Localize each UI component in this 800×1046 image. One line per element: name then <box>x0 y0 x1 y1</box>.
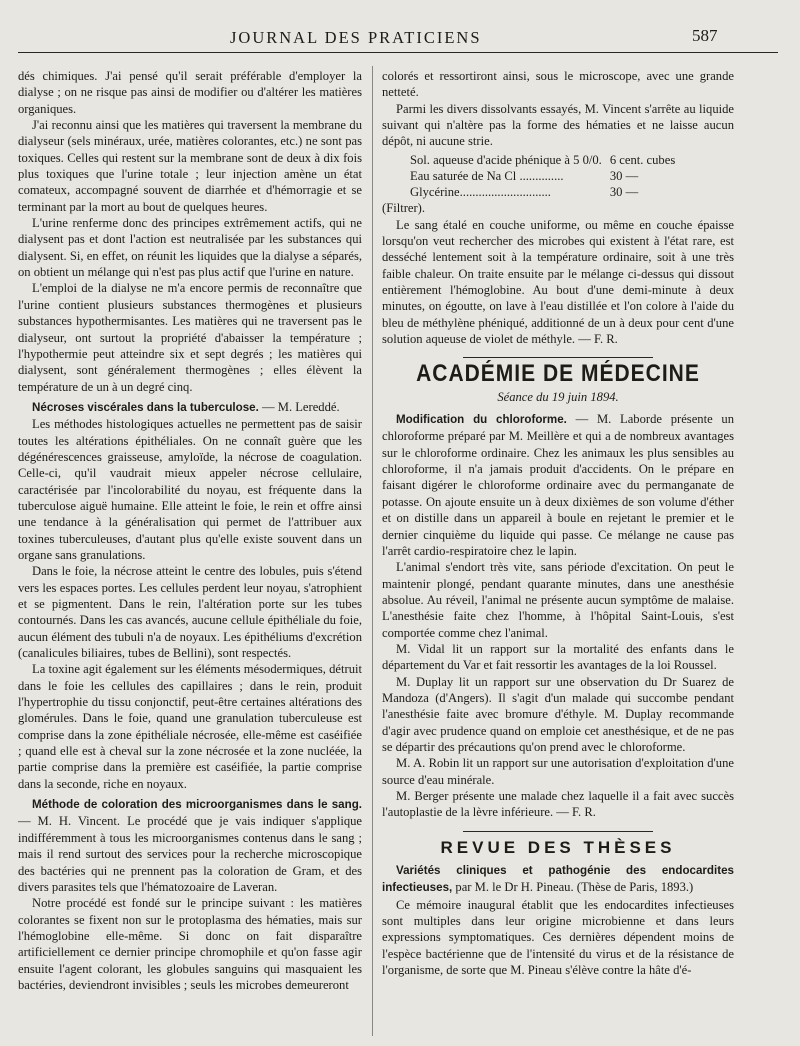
column-divider <box>372 66 373 1036</box>
paragraph-text: Le procédé que je vais indiquer s'applique indifféremment à tous les microorganismes contenus dans le sang ; mais il rend surtout des services pour la recherche microscopique des bactéries qui ne prennent pas la coloration de Gram, et des divers parasites tels que l'hématozoaire de Laveran. <box>18 814 362 894</box>
filter-note: (Filtrer). <box>382 201 426 216</box>
formula-ingredient: Glycérine............................. <box>410 185 551 200</box>
paragraph: L'urine renferme donc des principes extrêmement actifs, qui ne dialysent pas et dont l'action est neutralisée par les substances qui dialysent. Si, en effet, on réunit les liquides que la dialyse a séparés, on obtient un mélange qui n'est pas plus actif que l'urine en nature. <box>18 216 362 280</box>
right-column <box>382 68 734 978</box>
paragraph: M. A. Robin lit un rapport sur une autorisation d'exploitation d'une source d'eau minérale. <box>382 756 734 787</box>
section-rule <box>463 357 653 358</box>
paragraph: Ce mémoire inaugural établit que les endocardites infectieuses sont multiples dans leur origine microbienne et dans leurs expressions symptomatiques. Ces dernières dépendent moins de l'espèce bactérienne que de l'intensité du virus et de la résistance de l'organisme, de sorte que M. Pineau s'élève contre la hâte d'é- <box>382 897 734 978</box>
paragraph: M. Vidal lit un rapport sur la mortalité des enfants dans le département du Var et fait ressortir les avantages de la loi Roussel. <box>382 641 734 673</box>
formula-row <box>406 168 679 184</box>
paragraph: M. Duplay lit un rapport sur une observation du Dr Suarez de Mandoza (d'Angers). Il s'agit d'un malade qui succombe pendant l'anesthésie faite avec bromure d'éthyle. M. Duplay recommande d'agir avec prudence quand on emploie cet anesthésique, et de ne pas se départir des précautions qu'on prend avec le chloroforme. <box>382 674 734 754</box>
revue-section-heading <box>382 831 734 856</box>
article-title: Variétés cliniques et pathogénie des endocardites infectieuses, <box>382 864 734 895</box>
section-rule <box>463 831 653 832</box>
paragraph: Dans le foie, la nécrose atteint le centre des lobules, puis s'étend vers les espaces portes. Les cellules perdent leur noyau, s'atrophient et se pigmentent. Dans le rein, l'altération porte sur les tubes contournés. Dans les cas avancés, aucune cellule épithéliale du foie, aucun élément des tubuli n'a de noyaux. Les épithéliums d'excrétion (canalicules biliaires, tubes de Bellini), sont respectés. <box>18 564 362 661</box>
formula-row <box>406 152 679 168</box>
paragraph-text: présente un chloroforme préparé par M. Meillère et qui a de nombreux avantages sur le chloroforme ordinaire. Chez les animaux les plus sensibles au chloroforme, il n'a jamais produit d'accidents. On le prépare en faisant digérer le chloroforme ordinaire avec du permanganate de potasse. On ajoute ensuite un à deux dixièmes de son volume d'éther et on distille dans un appareil à boule en rejetant le premier et le dernier cinquième du liquide qui passe. Ce mélange ne cause pas l'arrêt cardio-respiratoire chez le lapin. <box>382 412 734 558</box>
paragraph: La toxine agit également sur les éléments mésodermiques, détruit dans le foie les cellules des capillaires ; dans le rein, produit l'hypertrophie du tissu conjonctif, peut-être certaines altérations des glomérules. Dans le foie, quand une granulation tuberculeuse est comprise dans la zone épithéliale nécrosée, elle-même est caséifiée ; quand elle est à cheval sur la zone nécrosée et la zone nucléée, la partie comprise dans la première est caséifiée, la partie comprise dans la seconde, riche en noyaux. <box>18 662 362 791</box>
article-author: — M. Lereddé. <box>262 399 340 414</box>
paragraph: dés chimiques. J'ai pensé qu'il serait préférable d'employer la dialyse ; on ne risque pas ainsi de modifier ou d'altérer les matières organiques. <box>18 69 362 116</box>
paragraph: Les méthodes histologiques actuelles ne permettent pas de saisir toutes les altérations épithéliales. On ne connaît guère que les dégénérescences graisseuse, amyloïde, la nécrose de coagulation. Celle-ci, qu'il vaudrait mieux appeler nécrose cellulaire, caractérisée par l'incolorabilité du noyau, est fréquente dans la tuberculose aiguë humaine. Elle atteint le foie, le rein et offre ainsi une tendance à la généralisation qui permet de l'attribuer aux toxines tuberculeuses, d'autant plus qu'elle existe souvent dans un organe sans granulations. <box>18 417 362 562</box>
left-column <box>18 68 362 993</box>
article-heading-modification <box>382 411 734 559</box>
formula-row <box>406 184 679 200</box>
paragraph: colorés et ressortiront ainsi, sous le microscope, avec une grande netteté. <box>382 69 734 100</box>
page-number: 587 <box>692 26 718 45</box>
article-heading-varietes <box>382 862 734 897</box>
article-title: Méthode de coloration des microorganismes dans le sang. <box>32 798 362 812</box>
paragraph: Notre procédé est fondé sur le principe suivant : les matières colorantes se fixent non sur le protoplasma des hématies, mais sur l'hémoglobine elle-même. Si donc on fait disparaître artificiellement ce dernier principe chromophile et qu'on fasse agir ensuite l'agent colorant, les globules sanguins qui masquaient les bactéries, deviendront invisibles ; seuls les microbes demeureront <box>18 896 362 992</box>
academie-section-heading <box>382 357 734 388</box>
paragraph: L'animal s'endort très vite, sans période d'excitation. On peut le maintenir plongé, pendant quarante minutes, dans une anesthésie absolue. Au réveil, l'animal ne présente aucun symptôme de malaise. L'anesthésie faite chez l'homme, à l'hôpital Saint-Louis, s'est comportée comme chez l'animal. <box>382 560 734 640</box>
formula-table <box>406 152 679 201</box>
page-header <box>0 22 800 52</box>
formula-quantity: 30 — <box>609 185 639 200</box>
paragraph: Le sang étalé en couche uniforme, ou même en couche épaisse lorsqu'on veut rechercher des microbes qui existent à l'état rare, est desséché lentement soit à la température ordinaire, soit à une très faible chaleur. On traite ensuite par le mélange ci-dessus qui dissout entièrement l'hémoglobine. Au bout d'une demi-minute à deux minutes, on égoutte, on lave à l'eau distillée et l'on colore à l'aide du bleu de méthylène phéniqué, additionné de un à deux pour cent d'une solution aqueuse de violet de méthyle. — F. R. <box>382 217 734 347</box>
paragraph: L'emploi de la dialyse ne m'a encore permis de reconnaître que l'urine contient plusieurs substances thermogènes et plusieurs substances hypothermisantes. Les matières qui ne traversent pas le dialyseur, ont surtout la propriété d'abaisser la température ; l'hypothermie peut atteindre six et sept degrés ; les matières qui dialysent, sont généralement thermogènes ; elles élèvent la température de un à un degré cinq. <box>18 281 362 394</box>
paragraph: M. Berger présente une malade chez laquelle il a fait avec succès l'autoplastie de la lèvre inférieure. — F. R. <box>382 789 734 820</box>
paragraph: J'ai reconnu ainsi que les matières qui traversent la membrane du dialyseur (sels minéraux, urée, matières colorantes, etc.) ne sont pas toxiques. Celles qui restent sur la membrane sont de deux à dix fois plus toxiques que l'urine totale ; leur injection amène un état comateux, accompagné souvent de diarrhée et d'hémorragie et se terminant par la mort au bout de quelques heures. <box>18 118 362 214</box>
formula-quantity: 30 — <box>609 168 639 183</box>
article-heading-methode <box>18 796 362 895</box>
running-title: JOURNAL DES PRATICIENS <box>230 28 482 47</box>
paragraph: Parmi les divers dissolvants essayés, M. Vincent s'arrête au liquide suivant qui n'altère pas la forme des hématies et ne laisse aucun dépôt, ni aucune strie. <box>382 101 734 149</box>
section-title: REVUE DES THÈSES <box>440 837 676 857</box>
article-author: par M. le Dr H. Pineau. (Thèse de Paris, 1893.) <box>455 880 694 895</box>
article-heading-necroses <box>18 399 362 416</box>
formula-ingredient: Sol. aqueuse d'acide phénique à 5 0/0. <box>410 152 602 167</box>
article-author: — M. Laborde <box>575 412 662 427</box>
session-date: Séance du 19 juin 1894. <box>497 389 619 404</box>
formula-quantity: 6 cent. cubes <box>609 152 676 167</box>
header-rule <box>18 52 778 53</box>
article-title: Modification du chloroforme. <box>396 413 567 427</box>
section-title: ACADÉMIE DE MÉDECINE <box>416 360 700 388</box>
formula-ingredient: Eau saturée de Na Cl .............. <box>410 168 564 183</box>
article-author: — M. H. Vincent. <box>18 814 121 829</box>
article-title: Nécroses viscérales dans la tuberculose. <box>32 400 259 414</box>
